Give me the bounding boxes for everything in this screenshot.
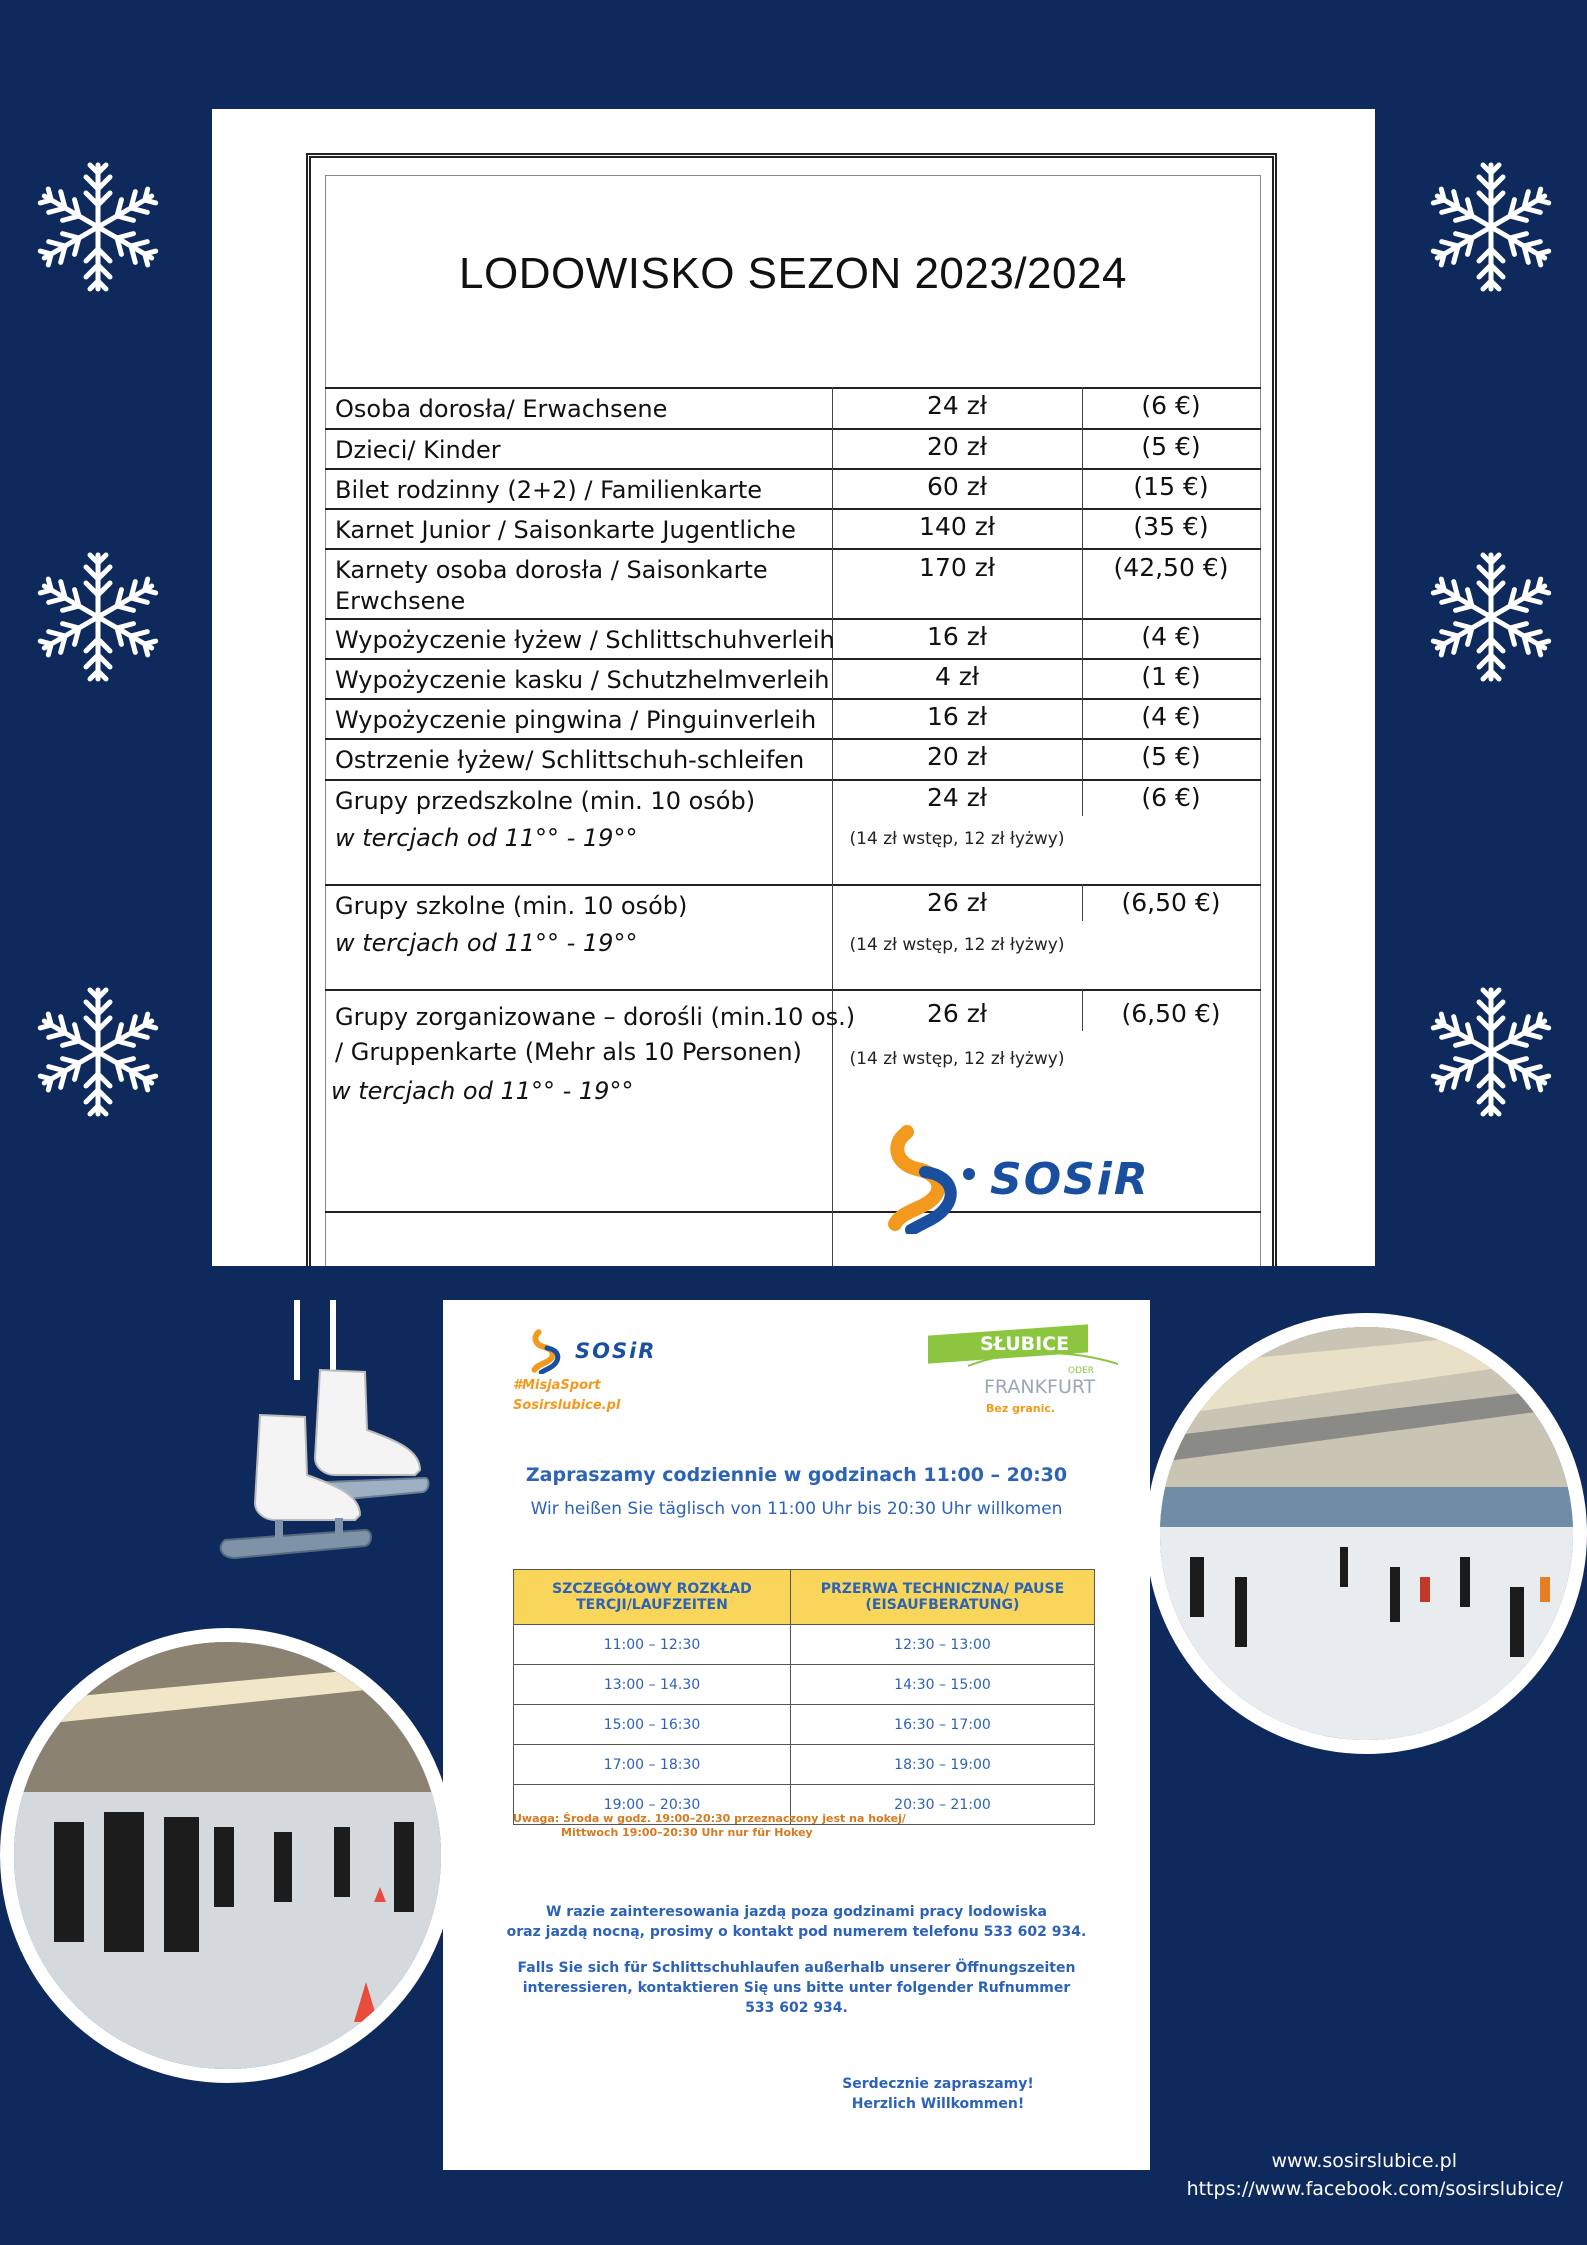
contact-de-line: interessieren, kontaktieren Się uns bitte unter folgender Rufnummer <box>522 1980 1071 1996</box>
group-row-note: (14 zł wstęp, 12 zł łyżwy) <box>849 829 1065 849</box>
website-link[interactable]: www.sosirslubice.pl <box>1271 2150 1457 2172</box>
price-row-pln: 16 zł <box>927 702 987 731</box>
contact-de-line: Falls Sie sich für Schlittschuhlaufen außerhalb unserer Öffnungszeiten <box>517 1960 1076 1976</box>
group-row-pln: 26 zł <box>927 999 987 1028</box>
slubice-logo-tagline: Bez granic. <box>986 1402 1056 1415</box>
group-row-eur: (6,50 €) <box>1121 999 1221 1028</box>
closing-pl: Serdecznie zapraszamy! <box>842 2076 1034 2092</box>
contact-pl-line: W razie zainteresowania jazdą poza godzinami pracy lodowiska <box>545 1904 1048 1920</box>
table-row <box>514 1665 1095 1705</box>
ice-skates-icon <box>215 1300 430 1565</box>
price-row-eur: (6 €) <box>1141 391 1201 420</box>
slubice-logo-oder: ODER <box>1068 1366 1094 1376</box>
session-time: 15:00 – 16:30 <box>514 1705 791 1745</box>
slubice-logo-frankfurt: FRANKFURT <box>984 1376 1096 1398</box>
break-time: 16:30 – 17:00 <box>790 1705 1094 1745</box>
break-time: 12:30 – 13:00 <box>790 1625 1094 1665</box>
price-row-eur: (42,50 €) <box>1113 553 1229 582</box>
schedule-sheet <box>443 1300 1150 2170</box>
invite-de: Wir heißen Sie täglisch von 11:00 Uhr bis 20:30 Uhr willkomen <box>530 1499 1063 1519</box>
price-row-pln: 24 zł <box>927 391 987 420</box>
contact-pl-line: oraz jazdą nocną, prosimy o kontakt pod numerem telefonu 533 602 934. <box>506 1924 1087 1940</box>
site-text: Sosirslubice.pl <box>513 1398 621 1413</box>
price-row-pln: 20 zł <box>927 432 987 461</box>
price-row-pln: 4 zł <box>934 662 980 691</box>
snowflake-icon <box>33 160 163 295</box>
price-row-name: Osoba dorosła/ Erwachsene <box>335 395 668 423</box>
group-row-pln: 26 zł <box>927 888 987 917</box>
group-row-hours: w tercjach od 11°° - 19°° <box>335 824 638 852</box>
ice-rink-photo <box>0 1628 455 2083</box>
facebook-link[interactable]: https://www.facebook.com/sosirslubice/ <box>1186 2178 1563 2200</box>
group-row-eur: (6,50 €) <box>1121 888 1221 917</box>
sosir-logo <box>531 1328 656 1374</box>
price-row-pln: 16 zł <box>927 622 987 651</box>
snowflake-icon <box>33 985 163 1120</box>
group-row-hours: w tercjach od 11°° - 19°° <box>335 929 638 957</box>
price-row-eur: (35 €) <box>1133 512 1209 541</box>
contact-de-line: 533 602 934. <box>745 2000 848 2016</box>
break-time: 20:30 – 21:00 <box>790 1785 1094 1825</box>
schedule-table <box>513 1569 1095 1825</box>
price-row-name: Karnety osoba dorosła / Saisonkarte <box>335 556 768 584</box>
group-row-name: Grupy przedszkolne (min. 10 osób) <box>335 787 756 815</box>
price-row-eur: (5 €) <box>1141 742 1201 771</box>
slubice-logo-text: SŁUBICE <box>980 1333 1070 1355</box>
price-list-sheet <box>212 109 1375 1266</box>
price-row-eur: (15 €) <box>1133 472 1209 501</box>
price-row-eur: (4 €) <box>1141 622 1201 651</box>
snowflake-icon <box>1426 550 1556 685</box>
price-row-eur: (5 €) <box>1141 432 1201 461</box>
group-row-pln: 24 zł <box>927 783 987 812</box>
slubice-logo <box>928 1330 1128 1420</box>
sosir-swirl-icon <box>887 1124 982 1234</box>
schedule-header-breaks: PRZERWA TECHNICZNA/ PAUSE (EISAUFBERATUNG) <box>790 1570 1094 1625</box>
table-row <box>514 1705 1095 1745</box>
table-row <box>514 1625 1095 1665</box>
price-row-pln: 60 zł <box>927 472 987 501</box>
table-row <box>514 1745 1095 1785</box>
group-row-name: Grupy zorganizowane – dorośli (min.10 os.) <box>335 1003 856 1031</box>
sosir-swirl-icon <box>531 1328 571 1374</box>
price-list-title: LODOWISKO SEZON 2023/2024 <box>459 249 1127 298</box>
price-row-name: Wypożyczenie kasku / Schutzhelmverleih <box>335 666 830 694</box>
price-row-name-cont: Erwchsene <box>335 587 466 615</box>
hockey-warning: Uwaga: Środa w godz. 19:00–20:30 przeznaczony jest na hokej/ <box>513 1812 906 1825</box>
break-time: 14:30 – 15:00 <box>790 1665 1094 1705</box>
group-row-hours: w tercjach od 11°° - 19°° <box>331 1077 634 1105</box>
snowflake-icon <box>1426 985 1556 1120</box>
group-row-note: (14 zł wstęp, 12 zł łyżwy) <box>849 1049 1065 1069</box>
schedule-header-sessions: SZCZEGÓŁOWY ROZKŁAD TERCJI/LAUFZEITEN <box>514 1570 791 1625</box>
price-row-name: Karnet Junior / Saisonkarte Jugentliche <box>335 516 796 544</box>
price-row-pln: 20 zł <box>927 742 987 771</box>
group-row-note: (14 zł wstęp, 12 zł łyżwy) <box>849 935 1065 955</box>
price-row-eur: (4 €) <box>1141 702 1201 731</box>
price-row-name: Wypożyczenie łyżew / Schlittschuhverleih <box>335 626 835 654</box>
group-row-name: Grupy szkolne (min. 10 osób) <box>335 892 688 920</box>
snowflake-icon <box>1426 160 1556 295</box>
price-row-pln: 170 zł <box>919 553 995 582</box>
price-row-name: Ostrzenie łyżew/ Schlittschuh-schleifen <box>335 746 805 774</box>
price-row-name: Wypożyczenie pingwina / Pinguinverleih <box>335 706 817 734</box>
ice-rink-photo <box>1146 1313 1587 1754</box>
invite-pl: Zapraszamy codziennie w godzinach 11:00 – 20:30 <box>525 1464 1068 1486</box>
sosir-logo-text: SOSiR <box>990 1153 1150 1205</box>
group-row-name-cont: / Gruppenkarte (Mehr als 10 Personen) <box>335 1038 802 1066</box>
session-time: 11:00 – 12:30 <box>514 1625 791 1665</box>
sosir-logo <box>887 1124 1150 1234</box>
session-time: 13:00 – 14.30 <box>514 1665 791 1705</box>
price-row-eur: (1 €) <box>1141 662 1201 691</box>
break-time: 18:30 – 19:00 <box>790 1745 1094 1785</box>
group-row-eur: (6 €) <box>1141 783 1201 812</box>
hockey-warning-de: Mittwoch 19:00–20:30 Uhr nur für Hokey <box>561 1826 813 1839</box>
session-time: 17:00 – 18:30 <box>514 1745 791 1785</box>
price-row-name: Bilet rodzinny (2+2) / Familienkarte <box>335 476 762 504</box>
session-time: 19:00 – 20:30 <box>514 1785 791 1825</box>
snowflake-icon <box>33 550 163 685</box>
sosir-logo-text: SOSiR <box>575 1339 657 1363</box>
price-row-pln: 140 zł <box>919 512 995 541</box>
price-row-name: Dzieci/ Kinder <box>335 436 501 464</box>
hashtag-text: #MisjaSport <box>513 1378 601 1393</box>
closing-de: Herzlich Willkommen! <box>851 2096 1025 2112</box>
